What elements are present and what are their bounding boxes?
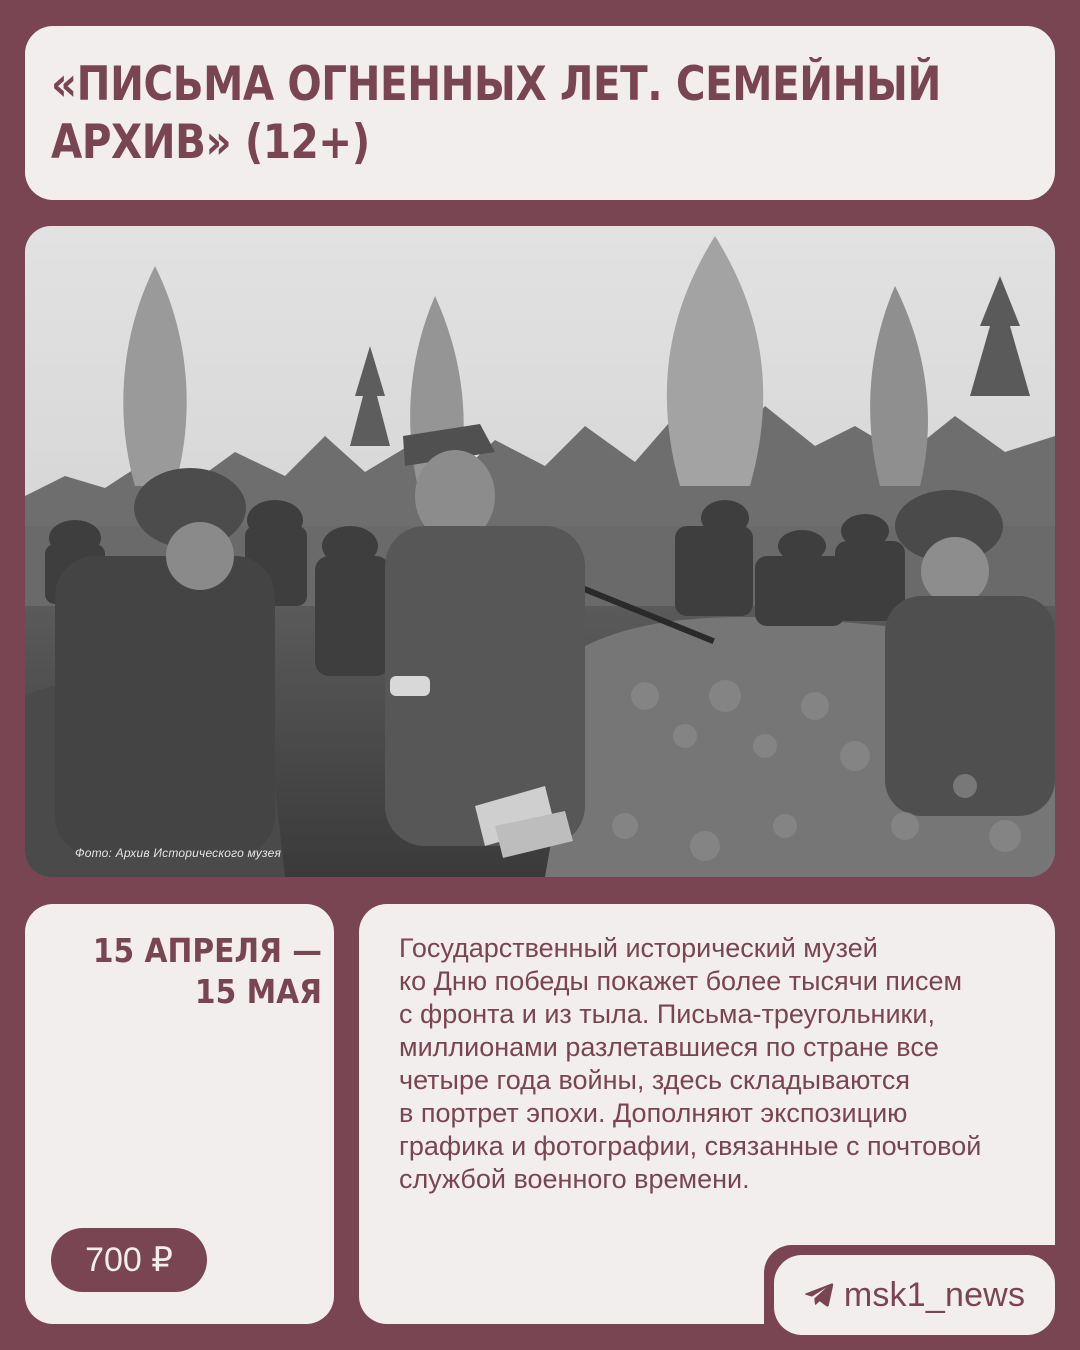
date-line-1: 15 АПРЕЛЯ — (92, 931, 322, 970)
page-title (51, 56, 1031, 172)
telegram-icon (804, 1282, 834, 1308)
description-line: Государственный исторический музей (399, 933, 878, 963)
channel-name: msk1_news (843, 1275, 1026, 1314)
archive-photo (25, 226, 1055, 877)
title-line-1: «ПИСЬМА ОГНЕННЫХ ЛЕТ. СЕМЕЙНЫЙ (51, 57, 941, 112)
description-line: четыре года войны, здесь складываются (399, 1065, 910, 1095)
channel-badge[interactable] (774, 1255, 1055, 1335)
title-line-2: АРХИВ» (12+) (51, 115, 370, 170)
price-badge: 700 ₽ (51, 1228, 207, 1292)
description-line: ко Дню победы покажет более тысячи писем (399, 966, 963, 996)
photo-credit: Фото: Архив Исторического музея (75, 846, 282, 860)
description-line: с фронта и из тыла. Письма-треугольники, (399, 999, 935, 1029)
title-card (25, 26, 1055, 200)
description-text (399, 932, 1019, 1196)
description-line: графика и фотографии, связанные с почтовой (399, 1131, 982, 1161)
event-date (70, 930, 322, 1012)
description-line: миллионами разлетавшиеся по стране все (399, 1032, 939, 1062)
description-line: службой военного времени. (399, 1164, 750, 1194)
description-line: в портрет эпохи. Дополняют экспозицию (399, 1098, 908, 1128)
war-photo-image (25, 226, 1055, 877)
date-line-2: 15 МАЯ (194, 972, 322, 1011)
channel-badge-frame (764, 1245, 1080, 1350)
date-card (25, 904, 334, 1324)
